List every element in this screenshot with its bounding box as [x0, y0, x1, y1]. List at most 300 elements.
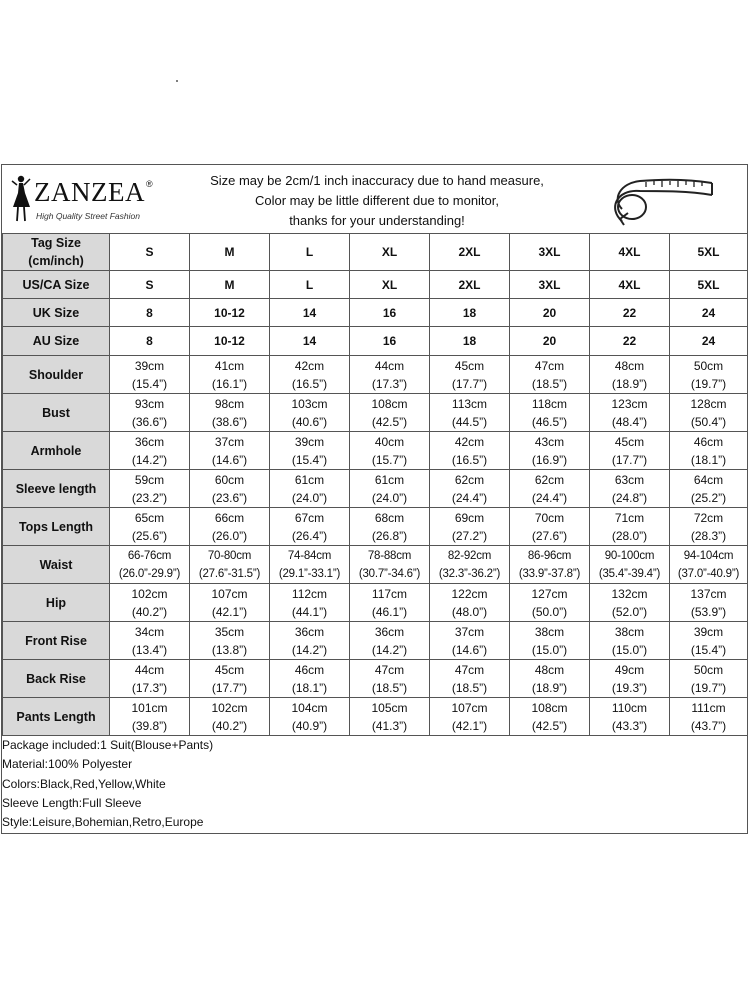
waist-cell	[270, 546, 350, 584]
sleeve-length-cell-text-1: 62cm	[454, 472, 485, 487]
tag-size-label-text-2: (cm/inch)	[28, 254, 84, 268]
au-size-label	[3, 327, 110, 356]
tops-length-cell	[270, 508, 350, 546]
sleeve-length-cell-text-2: (25.2”)	[690, 490, 727, 505]
tops-length-cell-text-1: 65cm	[134, 510, 165, 525]
shoulder-cell	[510, 356, 590, 394]
waist-cell-text-1: 74-84cm	[287, 549, 332, 562]
uk-size-cell-text-1: 14	[302, 305, 317, 320]
uk-size-cell	[590, 299, 670, 327]
uk-size-label-text-1: UK Size	[32, 305, 80, 320]
note-package: Package included:1 Suit(Blouse+Pants)	[2, 738, 214, 752]
uk-size-cell-text-1: 18	[462, 305, 477, 320]
shoulder-label-text-1: Shoulder	[28, 367, 84, 382]
shoulder-cell-text-2: (16.1”)	[211, 376, 248, 391]
tag-size-cell	[270, 234, 350, 271]
armhole-cell-text-1: 36cm	[134, 434, 165, 449]
pants-length-cell-text-2: (39.8”)	[131, 718, 168, 733]
tops-length-cell-text-1: 70cm	[534, 510, 565, 525]
front-rise-cell-text-1: 36cm	[374, 624, 405, 639]
hip-cell-text-1: 112cm	[291, 586, 328, 601]
notice-line-3: thanks for your understanding!	[289, 213, 465, 228]
uk-size-cell	[110, 299, 190, 327]
waist-cell-text-2: (26.0”-29.9”)	[118, 567, 181, 580]
bust-cell-text-2: (44.5”)	[451, 414, 488, 429]
uk-size-cell	[510, 299, 590, 327]
front-rise-cell-text-1: 37cm	[454, 624, 485, 639]
armhole-cell-text-2: (16.9”)	[531, 452, 568, 467]
bust-label-text-1: Bust	[42, 405, 70, 420]
us-size-cell-text-1: 5XL	[697, 277, 720, 292]
sleeve-length-cell	[350, 470, 430, 508]
pants-length-cell	[350, 698, 430, 736]
bust-cell-text-2: (36.6”)	[131, 414, 168, 429]
back-rise-cell-text-2: (18.9”)	[531, 680, 568, 695]
sleeve-length-cell	[590, 470, 670, 508]
hip-cell	[350, 584, 430, 622]
shoulder-cell	[350, 356, 430, 394]
sleeve-length-label-text-1: Sleeve length	[15, 481, 97, 496]
back-rise-cell-text-1: 46cm	[294, 662, 325, 677]
waist-cell-text-1: 86-96cm	[527, 549, 572, 562]
sleeve-length-cell-text-2: (23.6”)	[211, 490, 248, 505]
armhole-cell-text-2: (14.2”)	[131, 452, 168, 467]
tops-length-cell	[670, 508, 748, 546]
uk-size-row	[3, 299, 748, 327]
bust-cell	[110, 394, 190, 432]
sleeve-length-row	[3, 470, 748, 508]
sleeve-length-cell-text-1: 61cm	[294, 472, 325, 487]
us-size-row	[3, 271, 748, 299]
us-size-cell	[430, 271, 510, 299]
front-rise-cell-text-1: 38cm	[614, 624, 645, 639]
us-size-cell	[270, 271, 350, 299]
us-size-cell	[670, 271, 748, 299]
pants-length-cell	[190, 698, 270, 736]
shoulder-cell	[190, 356, 270, 394]
tops-length-cell-text-2: (28.3”)	[690, 528, 727, 543]
waist-cell	[110, 546, 190, 584]
tops-length-cell	[510, 508, 590, 546]
shoulder-cell	[590, 356, 670, 394]
back-rise-cell-text-2: (18.1”)	[291, 680, 328, 695]
bust-cell-text-2: (48.4”)	[611, 414, 648, 429]
tag-size-cell	[190, 234, 270, 271]
armhole-cell-text-2: (14.6”)	[211, 452, 248, 467]
tops-length-label	[3, 508, 110, 546]
pants-length-label	[3, 698, 110, 736]
armhole-cell-text-2: (15.4”)	[291, 452, 328, 467]
bust-cell	[270, 394, 350, 432]
tops-length-cell-text-1: 67cm	[294, 510, 325, 525]
armhole-cell-text-1: 42cm	[454, 434, 485, 449]
front-rise-cell-text-1: 36cm	[294, 624, 325, 639]
sleeve-length-cell-text-2: (24.4”)	[531, 490, 568, 505]
au-size-cell	[270, 327, 350, 356]
armhole-cell	[110, 432, 190, 470]
pants-length-cell-text-1: 110cm	[611, 700, 648, 715]
tops-length-cell-text-2: (26.0”)	[211, 528, 248, 543]
pants-length-cell-text-1: 105cm	[371, 700, 408, 715]
back-rise-label-text-1: Back Rise	[26, 671, 86, 686]
hip-cell	[670, 584, 748, 622]
us-size-cell	[350, 271, 430, 299]
bust-cell-text-1: 98cm	[214, 396, 245, 411]
tag-size-cell-text-1: L	[305, 245, 314, 259]
us-size-cell-text-1: XL	[381, 277, 398, 292]
bust-cell	[190, 394, 270, 432]
tops-length-cell-text-1: 71cm	[614, 510, 645, 525]
shoulder-label	[3, 356, 110, 394]
shoulder-cell	[670, 356, 748, 394]
tag-size-label	[3, 234, 110, 271]
back-rise-cell	[350, 660, 430, 698]
shoulder-cell-text-1: 42cm	[294, 358, 325, 373]
pants-length-row	[3, 698, 748, 736]
bust-cell-text-1: 118cm	[531, 396, 568, 411]
back-rise-row	[3, 660, 748, 698]
front-rise-cell-text-2: (13.8”)	[211, 642, 248, 657]
waist-label	[3, 546, 110, 584]
tops-length-cell-text-2: (26.4”)	[291, 528, 328, 543]
back-rise-cell-text-1: 47cm	[454, 662, 485, 677]
sleeve-length-cell-text-2: (24.8”)	[611, 490, 648, 505]
back-rise-cell-text-2: (19.3”)	[611, 680, 648, 695]
waist-cell-text-2: (30.7”-34.6”)	[358, 567, 421, 580]
uk-size-cell	[190, 299, 270, 327]
bust-cell	[510, 394, 590, 432]
sleeve-length-cell-text-1: 62cm	[534, 472, 565, 487]
bust-cell-text-2: (42.5”)	[371, 414, 408, 429]
tops-length-cell-text-2: (25.6”)	[131, 528, 168, 543]
au-size-cell-text-1: 8	[146, 334, 153, 348]
sleeve-length-cell	[430, 470, 510, 508]
au-size-cell	[190, 327, 270, 356]
back-rise-cell-text-1: 49cm	[614, 662, 645, 677]
size-chart	[1, 164, 748, 834]
us-size-label	[3, 271, 110, 299]
shoulder-cell	[430, 356, 510, 394]
brand-name: ZANZEA	[34, 177, 145, 207]
front-rise-cell-text-2: (13.4”)	[131, 642, 168, 657]
uk-size-cell-text-1: 10-12	[214, 305, 245, 320]
brand-logo	[8, 173, 158, 225]
front-rise-cell	[270, 622, 350, 660]
pants-length-cell-text-1: 108cm	[531, 700, 568, 715]
tag-size-cell-text-1: XL	[381, 245, 398, 259]
tops-length-cell	[110, 508, 190, 546]
pants-length-cell-text-2: (42.5”)	[531, 718, 568, 733]
hip-cell-text-1: 107cm	[211, 586, 248, 601]
sleeve-length-cell	[110, 470, 190, 508]
pants-length-cell-text-1: 107cm	[451, 700, 488, 715]
au-size-cell	[590, 327, 670, 356]
uk-size-cell	[430, 299, 510, 327]
front-rise-cell	[190, 622, 270, 660]
uk-size-cell-text-1: 24	[701, 305, 716, 320]
hip-cell	[190, 584, 270, 622]
measurement-notice	[192, 171, 562, 231]
tag-size-cell-text-1: 3XL	[538, 245, 561, 259]
au-size-cell	[110, 327, 190, 356]
tag-size-cell	[430, 234, 510, 271]
back-rise-cell-text-2: (18.5”)	[451, 680, 488, 695]
bust-cell-text-1: 108cm	[371, 396, 408, 411]
hip-cell-text-2: (46.1”)	[371, 604, 408, 619]
tops-length-row	[3, 508, 748, 546]
armhole-row	[3, 432, 748, 470]
back-rise-cell	[510, 660, 590, 698]
shoulder-cell-text-1: 48cm	[614, 358, 645, 373]
waist-cell	[190, 546, 270, 584]
waist-cell-text-1: 82-92cm	[447, 549, 492, 562]
waist-cell	[350, 546, 430, 584]
armhole-cell-text-2: (18.1”)	[690, 452, 727, 467]
armhole-label	[3, 432, 110, 470]
waist-row	[3, 546, 748, 584]
hip-cell-text-1: 122cm	[451, 586, 488, 601]
front-rise-cell-text-1: 34cm	[134, 624, 165, 639]
waist-cell-text-2: (35.4”-39.4”)	[598, 567, 661, 580]
note-material: Material:100% Polyester	[2, 757, 133, 772]
bust-cell-text-2: (40.6”)	[291, 414, 328, 429]
hip-cell	[270, 584, 350, 622]
uk-size-cell-text-1: 20	[542, 305, 557, 320]
armhole-cell	[350, 432, 430, 470]
bust-row	[3, 394, 748, 432]
pants-length-cell	[510, 698, 590, 736]
armhole-cell	[670, 432, 748, 470]
au-size-cell-text-1: 22	[622, 334, 637, 348]
tops-length-label-text-1: Tops Length	[18, 519, 94, 534]
sleeve-length-cell-text-1: 60cm	[214, 472, 245, 487]
pants-length-cell	[430, 698, 510, 736]
note-style: Style:Leisure,Bohemian,Retro,Europe	[2, 815, 204, 830]
armhole-cell-text-2: (15.7”)	[371, 452, 408, 467]
au-size-cell	[350, 327, 430, 356]
hip-cell-text-2: (42.1”)	[211, 604, 248, 619]
tops-length-cell-text-2: (27.2”)	[451, 528, 488, 543]
tag-size-label-text-1: Tag Size	[31, 236, 81, 250]
tops-length-cell-text-1: 72cm	[693, 510, 724, 525]
back-rise-cell	[110, 660, 190, 698]
sleeve-length-cell	[270, 470, 350, 508]
front-rise-cell-text-2: (15.0”)	[611, 642, 648, 657]
shoulder-cell-text-1: 45cm	[454, 358, 485, 373]
shoulder-cell-text-2: (18.9”)	[611, 376, 648, 391]
pants-length-cell-text-1: 102cm	[211, 700, 248, 715]
armhole-cell-text-1: 45cm	[614, 434, 645, 449]
tag-size-cell-text-1: S	[145, 245, 154, 259]
sleeve-length-cell-text-1: 61cm	[374, 472, 405, 487]
hip-cell	[430, 584, 510, 622]
notice-line-2: Color may be little different due to monitor,	[255, 193, 499, 208]
hip-cell-text-1: 132cm	[611, 586, 648, 601]
waist-cell-text-1: 70-80cm	[207, 549, 252, 562]
pants-length-cell-text-2: (40.9”)	[291, 718, 328, 733]
tops-length-cell	[190, 508, 270, 546]
au-size-label-text-1: AU Size	[32, 334, 80, 348]
shoulder-cell-text-2: (17.7”)	[451, 376, 488, 391]
front-rise-cell	[670, 622, 748, 660]
pants-length-cell-text-2: (40.2”)	[211, 718, 248, 733]
waist-cell-text-2: (32.3”-36.2”)	[438, 567, 501, 580]
au-size-cell-text-1: 20	[542, 334, 557, 348]
bust-cell-text-1: 93cm	[134, 396, 165, 411]
tag-size-cell	[670, 234, 748, 271]
armhole-cell-text-2: (16.5”)	[451, 452, 488, 467]
au-size-cell-text-1: 24	[701, 334, 716, 348]
chart-header	[2, 165, 747, 234]
armhole-cell-text-1: 40cm	[374, 434, 405, 449]
us-size-cell-text-1: L	[305, 277, 314, 292]
tag-size-row	[3, 234, 748, 271]
pants-length-cell-text-2: (43.7”)	[690, 718, 727, 733]
note-colors: Colors:Black,Red,Yellow,White	[2, 776, 166, 791]
front-rise-cell	[510, 622, 590, 660]
au-size-cell	[430, 327, 510, 356]
pants-length-cell-text-2: (42.1”)	[451, 718, 488, 733]
hip-label-text-1: Hip	[45, 595, 67, 610]
us-size-cell-text-1: 2XL	[458, 277, 481, 292]
armhole-cell	[190, 432, 270, 470]
note-sleeve: Sleeve Length:Full Sleeve	[2, 795, 142, 810]
armhole-cell-text-1: 37cm	[214, 434, 245, 449]
waist-label-text-1: Waist	[39, 557, 73, 572]
us-size-label-text-1: US/CA Size	[22, 277, 90, 292]
armhole-cell	[510, 432, 590, 470]
waist-cell	[670, 546, 748, 584]
hip-cell	[110, 584, 190, 622]
product-notes	[2, 736, 213, 832]
tag-size-cell-text-1: 4XL	[618, 245, 641, 259]
front-rise-cell-text-2: (14.2”)	[371, 642, 408, 657]
us-size-cell	[190, 271, 270, 299]
shoulder-cell-text-2: (17.3”)	[371, 376, 408, 391]
tops-length-cell	[430, 508, 510, 546]
sleeve-length-cell-text-2: (23.2”)	[131, 490, 168, 505]
pants-length-cell-text-1: 104cm	[291, 700, 328, 715]
tops-length-cell	[350, 508, 430, 546]
front-rise-cell	[590, 622, 670, 660]
us-size-cell	[590, 271, 670, 299]
au-size-cell-text-1: 18	[462, 334, 477, 348]
tops-length-cell-text-2: (26.8”)	[371, 528, 408, 543]
us-size-cell-text-1: M	[224, 277, 235, 292]
tops-length-cell-text-1: 66cm	[214, 510, 245, 525]
waist-cell-text-2: (33.9”-37.8”)	[518, 567, 581, 580]
pants-length-cell	[590, 698, 670, 736]
back-rise-cell-text-2: (19.7”)	[690, 680, 727, 695]
us-size-cell	[110, 271, 190, 299]
shoulder-cell	[270, 356, 350, 394]
shoulder-row	[3, 356, 748, 394]
shoulder-cell-text-1: 44cm	[374, 358, 405, 373]
front-rise-cell-text-2: (14.6”)	[451, 642, 488, 657]
bust-cell-text-1: 113cm	[451, 396, 488, 411]
front-rise-row	[3, 622, 748, 660]
bust-label	[3, 394, 110, 432]
pants-length-cell-text-2: (41.3”)	[371, 718, 408, 733]
pants-length-cell	[110, 698, 190, 736]
uk-size-label	[3, 299, 110, 327]
waist-cell-text-1: 78-88cm	[367, 549, 412, 562]
sleeve-length-cell-text-2: (24.4”)	[451, 490, 488, 505]
back-rise-cell-text-1: 50cm	[693, 662, 724, 677]
armhole-cell-text-1: 39cm	[294, 434, 325, 449]
tops-length-cell-text-2: (27.6”)	[531, 528, 568, 543]
us-size-cell	[510, 271, 590, 299]
registered-mark: ®	[146, 179, 153, 189]
bust-cell-text-2: (50.4”)	[690, 414, 727, 429]
uk-size-cell	[350, 299, 430, 327]
bust-cell-text-1: 123cm	[611, 396, 648, 411]
notice-line-1: Size may be 2cm/1 inch inaccuracy due to hand measure,	[210, 173, 544, 188]
uk-size-cell	[670, 299, 748, 327]
armhole-cell-text-2: (17.7”)	[611, 452, 648, 467]
armhole-cell	[430, 432, 510, 470]
sleeve-length-cell	[510, 470, 590, 508]
hip-cell-text-2: (50.0”)	[531, 604, 568, 619]
bust-cell-text-1: 128cm	[690, 396, 727, 411]
size-table	[2, 233, 748, 736]
hip-row	[3, 584, 748, 622]
sleeve-length-cell-text-2: (24.0”)	[291, 490, 328, 505]
front-rise-cell-text-2: (15.4”)	[690, 642, 727, 657]
sleeve-length-label	[3, 470, 110, 508]
front-rise-label-text-1: Front Rise	[25, 633, 87, 648]
armhole-cell	[590, 432, 670, 470]
waist-cell	[590, 546, 670, 584]
front-rise-label	[3, 622, 110, 660]
waist-cell-text-1: 90-100cm	[604, 549, 655, 562]
back-rise-cell-text-1: 44cm	[134, 662, 165, 677]
hip-label	[3, 584, 110, 622]
back-rise-cell-text-2: (18.5”)	[371, 680, 408, 695]
waist-cell-text-1: 66-76cm	[127, 549, 172, 562]
bust-cell-text-1: 103cm	[291, 396, 328, 411]
shoulder-cell-text-2: (19.7”)	[690, 376, 727, 391]
front-rise-cell-text-2: (15.0”)	[531, 642, 568, 657]
pants-length-label-text-1: Pants Length	[16, 709, 96, 724]
au-size-cell-text-1: 14	[302, 334, 317, 348]
pants-length-cell-text-1: 111cm	[691, 700, 726, 715]
shoulder-cell-text-1: 39cm	[134, 358, 165, 373]
armhole-cell	[270, 432, 350, 470]
us-size-cell-text-1: 3XL	[538, 277, 561, 292]
sleeve-length-cell	[670, 470, 748, 508]
shoulder-cell	[110, 356, 190, 394]
hip-cell	[510, 584, 590, 622]
waist-cell-text-2: (29.1”-33.1”)	[278, 567, 341, 580]
hip-cell-text-2: (44.1”)	[291, 604, 328, 619]
shoulder-cell-text-1: 41cm	[214, 358, 245, 373]
hip-cell-text-2: (40.2”)	[131, 604, 168, 619]
sleeve-length-cell-text-1: 64cm	[693, 472, 724, 487]
pants-length-cell	[270, 698, 350, 736]
au-size-cell-text-1: 10-12	[214, 334, 245, 348]
tops-length-cell-text-2: (28.0”)	[611, 528, 648, 543]
hip-cell-text-1: 137cm	[690, 586, 727, 601]
uk-size-cell	[270, 299, 350, 327]
pants-length-cell-text-2: (43.3”)	[611, 718, 648, 733]
uk-size-cell-text-1: 16	[382, 305, 397, 320]
waist-cell	[510, 546, 590, 584]
tops-length-cell	[590, 508, 670, 546]
shoulder-cell-text-2: (15.4”)	[131, 376, 168, 391]
stray-dot	[176, 80, 178, 82]
pants-length-cell-text-1: 101cm	[131, 700, 168, 715]
